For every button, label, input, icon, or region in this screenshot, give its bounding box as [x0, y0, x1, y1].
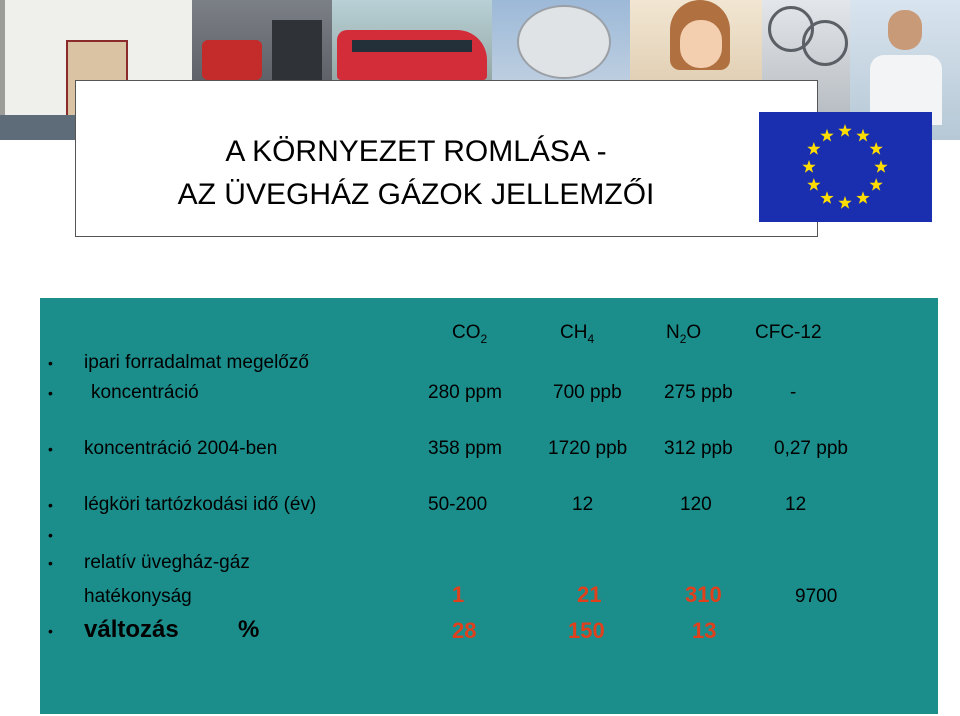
title-box — [75, 80, 818, 237]
eu-star-icon — [802, 160, 815, 173]
cell-conc2004-cfc12: 0,27 ppb — [774, 438, 848, 459]
bullet: • — [48, 441, 53, 457]
row-lifetime-label: légköri tartózkodási idő (év) — [84, 494, 317, 515]
column-header-ch4: $CH_4$ — [560, 322, 595, 346]
row-preindustrial-label-1: ipari forradalmat megelőző — [84, 352, 309, 373]
title-line-2: AZ ÜVEGHÁZ GÁZOK JELLEMZŐI — [177, 178, 655, 211]
row-conc2004-label: koncentráció 2004-ben — [84, 438, 278, 459]
title-line-1: A KÖRNYEZET ROMLÁSA - — [225, 135, 607, 168]
eu-star-icon — [807, 142, 820, 155]
cell-preindustrial-co2: 280 ppm — [428, 382, 502, 403]
eu-star-icon — [856, 191, 869, 204]
cell-lifetime-co2: 50-200 — [428, 494, 488, 515]
eu-stars-icon — [759, 112, 932, 222]
bullet: • — [48, 385, 53, 401]
cell-change-co2: 28 — [452, 618, 477, 643]
bullet: • — [48, 355, 53, 371]
cell-lifetime-cfc12: 12 — [785, 494, 807, 515]
cell-conc2004-n2o: 312 ppb — [664, 438, 733, 459]
row-change-unit: % — [238, 616, 260, 643]
cell-efficiency-ch4: 21 — [577, 582, 602, 607]
column-header-co2: $CO_2$ — [452, 322, 488, 346]
cell-lifetime-n2o: 120 — [680, 494, 712, 515]
cell-lifetime-ch4: 12 — [572, 494, 594, 515]
eu-star-icon — [870, 178, 883, 191]
row-preindustrial-label-2: koncentráció — [91, 382, 199, 403]
cell-efficiency-n2o: 310 — [685, 582, 722, 607]
bullet: • — [48, 555, 53, 571]
eu-star-icon — [820, 129, 833, 142]
eu-star-icon — [807, 178, 820, 191]
cell-efficiency-cfc12: 9700 — [795, 586, 838, 607]
row-efficiency-label-2: hatékonyság — [84, 586, 192, 607]
cell-conc2004-co2: 358 ppm — [428, 438, 502, 459]
cell-conc2004-ch4: 1720 ppb — [548, 438, 628, 459]
eu-star-icon — [856, 129, 869, 142]
cell-change-ch4: 150 — [568, 618, 605, 643]
eu-flag — [759, 112, 932, 222]
column-header-cfc12: CFC-12 — [755, 322, 822, 343]
row-efficiency-label-1: relatív üvegház-gáz — [84, 552, 250, 573]
row-change-label: változás — [84, 616, 179, 643]
eu-star-icon — [820, 191, 833, 204]
eu-star-icon — [838, 196, 851, 209]
eu-star-icon — [838, 124, 851, 137]
cell-preindustrial-n2o: 275 ppb — [664, 382, 733, 403]
bullet: • — [48, 497, 53, 513]
cell-preindustrial-cfc12: - — [790, 382, 797, 403]
bullet: • — [48, 527, 53, 543]
cell-preindustrial-ch4: 700 ppb — [553, 382, 622, 403]
column-header-n2o: $N_2O$ — [666, 322, 702, 346]
eu-star-icon — [870, 142, 883, 155]
eu-star-icon — [874, 160, 887, 173]
cell-change-n2o: 13 — [692, 618, 717, 643]
cell-efficiency-co2: 1 — [452, 582, 465, 607]
bullet: • — [48, 623, 53, 639]
